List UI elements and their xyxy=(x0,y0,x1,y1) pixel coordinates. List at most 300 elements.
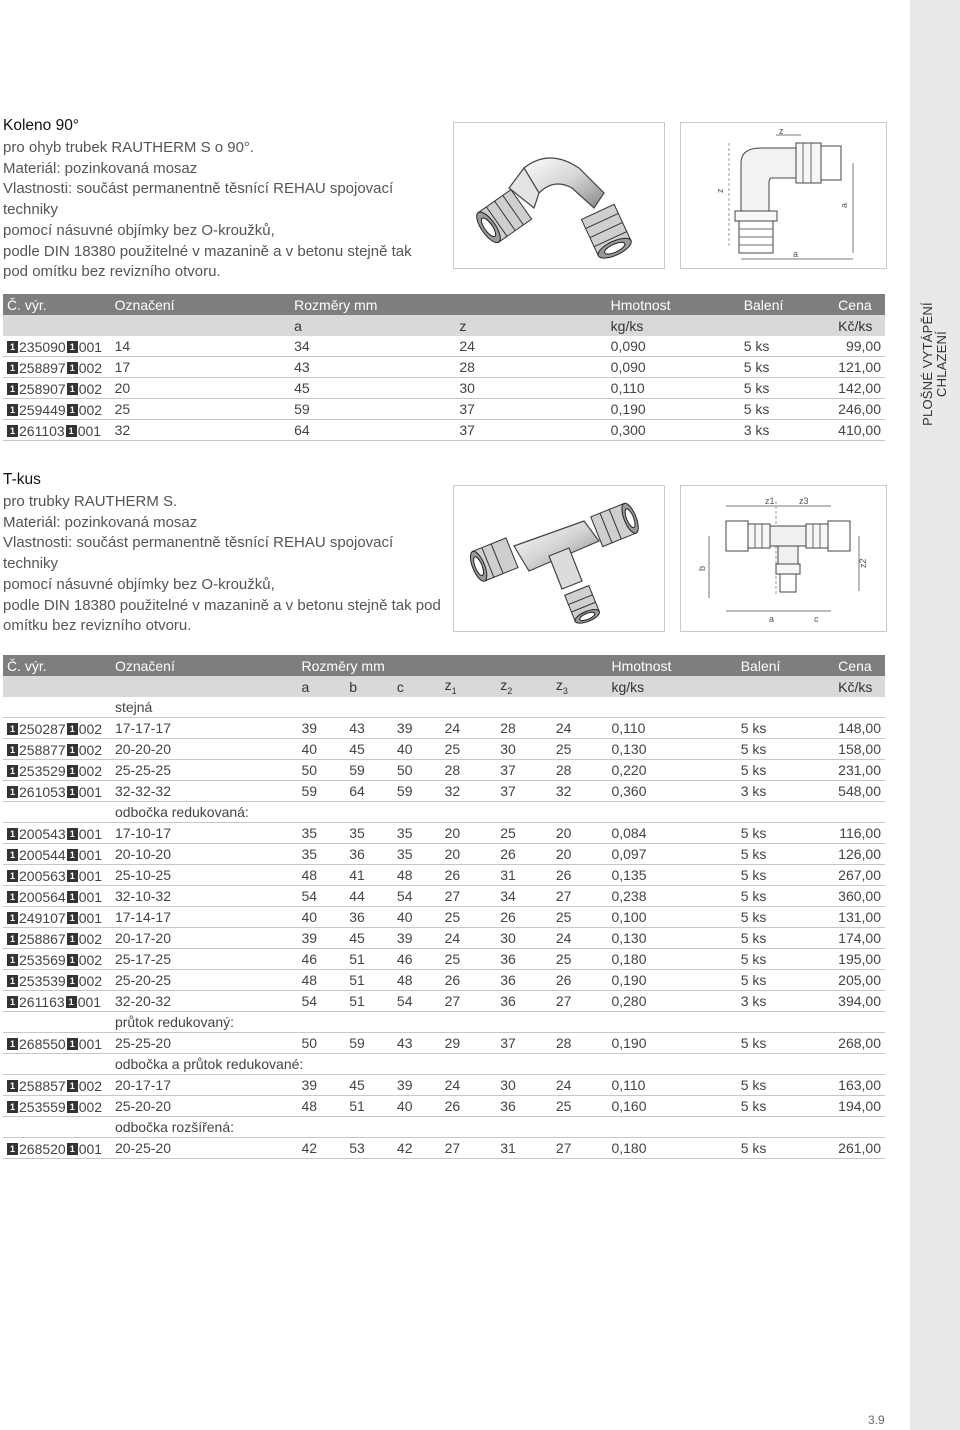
weight: 0,110 xyxy=(607,1075,736,1096)
weight: 0,097 xyxy=(607,844,736,865)
packaging: 5 ks xyxy=(740,399,834,420)
price: 163,00 xyxy=(834,1075,885,1096)
code-badge-icon: 1 xyxy=(67,954,78,966)
dim-a: 42 xyxy=(298,1138,346,1159)
table-row xyxy=(3,781,885,802)
code-badge-icon: 1 xyxy=(7,1038,18,1050)
dim-b: 51 xyxy=(345,1096,393,1117)
code-badge-icon: 1 xyxy=(7,912,18,924)
table-row xyxy=(3,399,885,420)
group-spacer xyxy=(3,1117,111,1138)
product-code-cell xyxy=(3,781,111,802)
product-code-cell xyxy=(3,907,111,928)
packaging: 5 ks xyxy=(737,718,834,739)
product-name: 17-17-17 xyxy=(111,718,298,739)
dim-z1: 26 xyxy=(441,865,497,886)
product-name: 32-32-32 xyxy=(111,781,298,802)
dim-a: 39 xyxy=(298,718,346,739)
dim-z1: 26 xyxy=(441,1096,497,1117)
price: 267,00 xyxy=(834,865,885,886)
dim-a: 64 xyxy=(290,420,381,441)
table-row xyxy=(3,928,885,949)
product-name: 20 xyxy=(111,378,291,399)
product-code-suffix: 002 xyxy=(78,360,103,376)
col-a: a xyxy=(298,676,346,697)
product-code-suffix: 001 xyxy=(78,1141,103,1157)
group-label: odbočka redukovaná: xyxy=(111,802,885,823)
weight: 0,090 xyxy=(607,336,740,357)
code-badge-icon: 1 xyxy=(67,828,78,840)
dim-a: 54 xyxy=(298,991,346,1012)
code-badge-icon: 1 xyxy=(67,1038,78,1050)
table-row xyxy=(3,420,885,441)
description-line: omítku bez revizního otvoru. xyxy=(3,617,192,635)
product-code-main: 249107 xyxy=(19,910,66,926)
weight: 0,190 xyxy=(607,970,736,991)
section1-title: Koleno 90° xyxy=(3,117,80,134)
group-spacer xyxy=(3,1054,111,1075)
dim-z3: 20 xyxy=(552,823,608,844)
dim-z3: 25 xyxy=(552,949,608,970)
dim-c: 42 xyxy=(393,1138,441,1159)
weight: 0,110 xyxy=(607,718,736,739)
code-badge-icon: 1 xyxy=(67,1143,78,1155)
table-row xyxy=(3,1138,885,1159)
packaging: 5 ks xyxy=(737,1138,834,1159)
dim-z1: 24 xyxy=(441,718,497,739)
table-row xyxy=(3,357,885,378)
product-code xyxy=(7,847,102,863)
group-spacer xyxy=(3,697,111,718)
packaging: 5 ks xyxy=(737,1075,834,1096)
product-code xyxy=(7,402,102,418)
dim-z2: 26 xyxy=(496,844,552,865)
description-line: pomocí násuvné objímky bez O-kroužků, xyxy=(3,575,275,593)
product-name: 25-10-25 xyxy=(111,865,298,886)
code-badge-icon: 1 xyxy=(7,1080,18,1092)
dim-z: 37 xyxy=(381,420,606,441)
code-badge-icon: 1 xyxy=(67,912,78,924)
dim-a: 40 xyxy=(298,907,346,928)
dim-z2: 30 xyxy=(496,739,552,760)
product-code-suffix: 002 xyxy=(78,1078,103,1094)
code-badge-icon: 1 xyxy=(66,996,77,1008)
tee-drawing xyxy=(680,485,887,632)
product-name: 20-10-20 xyxy=(111,844,298,865)
dim-z: 30 xyxy=(381,378,606,399)
dim-z2: 30 xyxy=(496,928,552,949)
weight: 0,100 xyxy=(607,907,736,928)
dim-z3: 20 xyxy=(552,844,608,865)
col-pack: Balení xyxy=(740,294,834,315)
group-label: průtok redukovaný: xyxy=(111,1012,885,1033)
code-badge-icon: 1 xyxy=(7,933,18,945)
dim-b: 43 xyxy=(345,718,393,739)
col-z3 xyxy=(552,676,608,697)
col-code: Č. výr. xyxy=(3,294,111,315)
product-code-suffix: 002 xyxy=(78,931,103,947)
table-header-row xyxy=(3,294,885,315)
product-code-cell xyxy=(3,760,111,781)
weight: 0,220 xyxy=(607,760,736,781)
code-badge-icon: 1 xyxy=(7,383,18,395)
dim-z2: 31 xyxy=(496,1138,552,1159)
section2-table xyxy=(3,655,885,1159)
dim-z1: 27 xyxy=(441,1138,497,1159)
packaging: 5 ks xyxy=(737,1096,834,1117)
product-code-cell xyxy=(3,718,111,739)
dim-z2: 31 xyxy=(496,865,552,886)
product-name: 17 xyxy=(111,357,291,378)
product-code-suffix: 002 xyxy=(78,721,103,737)
product-code-main: 200563 xyxy=(19,868,66,884)
dim-b: 59 xyxy=(345,760,393,781)
product-code xyxy=(7,994,101,1010)
tee-drawing-z2: z2 xyxy=(858,558,868,568)
price: 116,00 xyxy=(834,823,885,844)
dim-z3: 32 xyxy=(552,781,608,802)
dim-a: 39 xyxy=(298,928,346,949)
dim-z2: 37 xyxy=(496,760,552,781)
description-line: podle DIN 18380 použitelné v mazanině a v betonu stejně tak pod xyxy=(3,596,441,614)
product-code-main: 258907 xyxy=(19,381,66,397)
dim-a: 48 xyxy=(298,1096,346,1117)
product-code-cell xyxy=(3,420,111,441)
product-code-main: 258857 xyxy=(19,1078,66,1094)
dim-c: 59 xyxy=(393,781,441,802)
product-code-main: 200544 xyxy=(19,847,66,863)
dim-z3: 28 xyxy=(552,1033,608,1054)
col-z: z xyxy=(381,315,606,336)
product-code-suffix: 002 xyxy=(78,1099,103,1115)
code-badge-icon: 1 xyxy=(7,723,18,735)
product-code-main: 253569 xyxy=(19,952,66,968)
col-weight: Hmotnost xyxy=(607,655,736,676)
price: 194,00 xyxy=(834,1096,885,1117)
dim-z1: 20 xyxy=(441,823,497,844)
price: 268,00 xyxy=(834,1033,885,1054)
product-name: 32 xyxy=(111,420,291,441)
group-row xyxy=(3,1012,885,1033)
packaging: 3 ks xyxy=(740,420,834,441)
group-label: odbočka a průtok redukované: xyxy=(111,1054,885,1075)
elbow-drawing-z-top: z xyxy=(779,126,784,136)
product-name: 20-17-20 xyxy=(111,928,298,949)
tee-drawing-a: a xyxy=(769,614,775,624)
dim-z2: 28 xyxy=(496,718,552,739)
dim-z2: 36 xyxy=(496,991,552,1012)
dim-b: 35 xyxy=(345,823,393,844)
dim-z1: 25 xyxy=(441,907,497,928)
dim-b: 59 xyxy=(345,1033,393,1054)
dim-b: 36 xyxy=(345,907,393,928)
dim-c: 40 xyxy=(393,739,441,760)
dim-c: 50 xyxy=(393,760,441,781)
table-subheader-row xyxy=(3,676,885,697)
dim-b: 45 xyxy=(345,739,393,760)
dim-z2: 37 xyxy=(496,781,552,802)
product-code-suffix: 001 xyxy=(78,339,103,355)
weight: 0,300 xyxy=(607,420,740,441)
product-code-main: 261163 xyxy=(19,994,65,1010)
elbow-drawing-a-right: a xyxy=(839,202,849,208)
dim-z2: 36 xyxy=(496,949,552,970)
code-badge-icon: 1 xyxy=(67,362,78,374)
code-badge-icon: 1 xyxy=(7,786,18,798)
product-name: 17-14-17 xyxy=(111,907,298,928)
dim-z1: 25 xyxy=(441,739,497,760)
weight: 0,360 xyxy=(607,781,736,802)
code-badge-icon: 1 xyxy=(67,1101,78,1113)
product-code xyxy=(7,763,102,779)
code-badge-icon: 1 xyxy=(7,828,18,840)
product-code-suffix: 002 xyxy=(78,973,103,989)
dim-a: 59 xyxy=(290,399,381,420)
product-name: 25-17-25 xyxy=(111,949,298,970)
dim-z2: 34 xyxy=(496,886,552,907)
dim-a: 34 xyxy=(290,336,381,357)
product-code-main: 258897 xyxy=(19,360,66,376)
description-line: pod omítku bez revizního otvoru. xyxy=(3,263,221,281)
product-name: 25-20-20 xyxy=(111,1096,298,1117)
dim-z2: 26 xyxy=(496,907,552,928)
product-code-suffix: 001 xyxy=(78,868,103,884)
price: 261,00 xyxy=(834,1138,885,1159)
group-row xyxy=(3,802,885,823)
product-name: 32-10-32 xyxy=(111,886,298,907)
col-z2-z: z xyxy=(500,677,508,694)
code-badge-icon: 1 xyxy=(7,341,18,353)
table-row xyxy=(3,949,885,970)
dim-a: 40 xyxy=(298,739,346,760)
dim-a: 59 xyxy=(298,781,346,802)
product-name: 17-10-17 xyxy=(111,823,298,844)
code-badge-icon: 1 xyxy=(67,723,78,735)
group-row xyxy=(3,697,885,718)
product-code xyxy=(7,423,101,439)
tee-photo xyxy=(453,485,665,632)
packaging: 5 ks xyxy=(737,907,834,928)
tee-drawing-z1: z1 xyxy=(765,496,775,506)
dim-z3: 26 xyxy=(552,865,608,886)
dim-c: 48 xyxy=(393,970,441,991)
product-code xyxy=(7,868,102,884)
product-code-main: 235090 xyxy=(19,339,66,355)
col-pack: Balení xyxy=(737,655,834,676)
packaging: 5 ks xyxy=(737,739,834,760)
price: 231,00 xyxy=(834,760,885,781)
dim-a: 39 xyxy=(298,1075,346,1096)
code-badge-icon: 1 xyxy=(7,891,18,903)
price: 394,00 xyxy=(834,991,885,1012)
product-name: 14 xyxy=(111,336,291,357)
dim-z1: 32 xyxy=(441,781,497,802)
packaging: 5 ks xyxy=(737,865,834,886)
product-code xyxy=(7,360,102,376)
dim-c: 35 xyxy=(393,823,441,844)
table-row xyxy=(3,718,885,739)
product-code xyxy=(7,381,102,397)
elbow-drawing-a-bottom: a xyxy=(793,249,799,259)
product-code-suffix: 001 xyxy=(78,784,103,800)
col-price-unit: Kč/ks xyxy=(834,315,885,336)
code-badge-icon: 1 xyxy=(67,933,78,945)
product-code-main: 200564 xyxy=(19,889,66,905)
dim-a: 50 xyxy=(298,760,346,781)
dim-c: 48 xyxy=(393,865,441,886)
product-code-cell xyxy=(3,1075,111,1096)
group-row xyxy=(3,1054,885,1075)
code-badge-icon: 1 xyxy=(7,425,18,437)
dim-c: 54 xyxy=(393,886,441,907)
side-tab-label xyxy=(921,264,949,464)
dim-z2: 37 xyxy=(496,1033,552,1054)
dim-z2: 30 xyxy=(496,1075,552,1096)
price: 195,00 xyxy=(834,949,885,970)
product-code-cell xyxy=(3,357,111,378)
product-code xyxy=(7,826,102,842)
side-tab-line1: PLOŠNÉ VYTÁPĚNÍ xyxy=(920,302,935,426)
product-code xyxy=(7,1036,102,1052)
col-price-unit: Kč/ks xyxy=(834,676,885,697)
tee-drawing-c: c xyxy=(814,614,819,624)
table-header-row xyxy=(3,655,885,676)
table-row xyxy=(3,1075,885,1096)
col-b: b xyxy=(345,676,393,697)
product-name: 25 xyxy=(111,399,291,420)
dim-z2: 36 xyxy=(496,970,552,991)
col-z2-sub: 2 xyxy=(507,685,513,696)
product-code-cell xyxy=(3,928,111,949)
product-code-main: 250287 xyxy=(19,721,66,737)
dim-z1: 28 xyxy=(441,760,497,781)
product-code-cell xyxy=(3,844,111,865)
code-badge-icon: 1 xyxy=(67,870,78,882)
col-z1-z: z xyxy=(444,677,452,694)
product-code xyxy=(7,1078,102,1094)
col-weight-unit: kg/ks xyxy=(607,315,740,336)
product-code-cell xyxy=(3,378,111,399)
product-code-cell xyxy=(3,336,111,357)
dim-c: 39 xyxy=(393,718,441,739)
product-code-main: 261053 xyxy=(19,784,66,800)
product-code xyxy=(7,784,102,800)
tee-drawing-b: b xyxy=(697,565,707,571)
group-row xyxy=(3,1117,885,1138)
weight: 0,130 xyxy=(607,739,736,760)
product-code-cell xyxy=(3,1033,111,1054)
dim-b: 51 xyxy=(345,970,393,991)
table-row xyxy=(3,336,885,357)
table-subheader-row xyxy=(3,315,885,336)
product-code-suffix: 002 xyxy=(78,381,103,397)
weight: 0,090 xyxy=(607,357,740,378)
code-badge-icon: 1 xyxy=(7,404,18,416)
code-badge-icon: 1 xyxy=(67,891,78,903)
packaging: 5 ks xyxy=(737,823,834,844)
product-code-main: 253539 xyxy=(19,973,66,989)
product-code-suffix: 002 xyxy=(78,402,103,418)
tee-drawing-z3: z3 xyxy=(799,496,809,506)
col-code: Č. výr. xyxy=(3,655,111,676)
product-name: 20-20-20 xyxy=(111,739,298,760)
code-badge-icon: 1 xyxy=(7,975,18,987)
group-label: stejná xyxy=(111,697,885,718)
dim-z1: 24 xyxy=(441,928,497,949)
col-price: Cena xyxy=(834,655,885,676)
product-name: 20-25-20 xyxy=(111,1138,298,1159)
col-z1-sub: 1 xyxy=(451,685,457,696)
product-code xyxy=(7,721,102,737)
weight: 0,135 xyxy=(607,865,736,886)
description-line: podle DIN 18380 použitelné v mazanině a v betonu stejně tak xyxy=(3,242,412,260)
product-code-cell xyxy=(3,949,111,970)
col-dims: Rozměry mm xyxy=(290,294,381,315)
col-name: Označení xyxy=(111,655,298,676)
code-badge-icon: 1 xyxy=(7,996,18,1008)
price: 205,00 xyxy=(834,970,885,991)
dim-a: 54 xyxy=(298,886,346,907)
code-badge-icon: 1 xyxy=(67,765,78,777)
weight: 0,238 xyxy=(607,886,736,907)
dim-z3: 25 xyxy=(552,907,608,928)
price: 360,00 xyxy=(834,886,885,907)
product-code xyxy=(7,742,102,758)
packaging: 5 ks xyxy=(737,760,834,781)
dim-z3: 24 xyxy=(552,718,608,739)
dim-b: 44 xyxy=(345,886,393,907)
code-badge-icon: 1 xyxy=(67,744,78,756)
dim-z: 37 xyxy=(381,399,606,420)
col-z3-sub: 3 xyxy=(562,685,568,696)
code-badge-icon: 1 xyxy=(67,786,78,798)
code-badge-icon: 1 xyxy=(7,744,18,756)
product-name: 25-20-25 xyxy=(111,970,298,991)
section2-title: T-kus xyxy=(3,471,41,488)
packaging: 3 ks xyxy=(737,991,834,1012)
side-tab-line2: CHLAZENÍ xyxy=(934,331,949,397)
dim-a: 45 xyxy=(290,378,381,399)
packaging: 5 ks xyxy=(740,357,834,378)
description-line: Vlastnosti: součást permanentně těsnící REHAU spojovací techniky xyxy=(3,534,394,573)
table-row xyxy=(3,1033,885,1054)
col-weight: Hmotnost xyxy=(607,294,740,315)
weight: 0,180 xyxy=(607,949,736,970)
table-row xyxy=(3,970,885,991)
product-code-cell xyxy=(3,739,111,760)
product-code-suffix: 001 xyxy=(77,423,102,439)
weight: 0,160 xyxy=(607,1096,736,1117)
code-badge-icon: 1 xyxy=(7,849,18,861)
table-row xyxy=(3,760,885,781)
product-code-main: 200543 xyxy=(19,826,66,842)
dim-b: 64 xyxy=(345,781,393,802)
section2-description xyxy=(3,492,443,637)
price: 121,00 xyxy=(834,357,885,378)
col-z1 xyxy=(441,676,497,697)
table-row xyxy=(3,991,885,1012)
description-line: Materiál: pozinkovaná mosaz xyxy=(3,159,198,177)
dim-c: 54 xyxy=(393,991,441,1012)
table-row xyxy=(3,378,885,399)
col-weight-unit: kg/ks xyxy=(607,676,736,697)
price: 142,00 xyxy=(834,378,885,399)
product-name: 32-20-32 xyxy=(111,991,298,1012)
product-code-cell xyxy=(3,886,111,907)
product-name: 25-25-25 xyxy=(111,760,298,781)
weight: 0,110 xyxy=(607,378,740,399)
elbow-photo xyxy=(453,122,665,269)
